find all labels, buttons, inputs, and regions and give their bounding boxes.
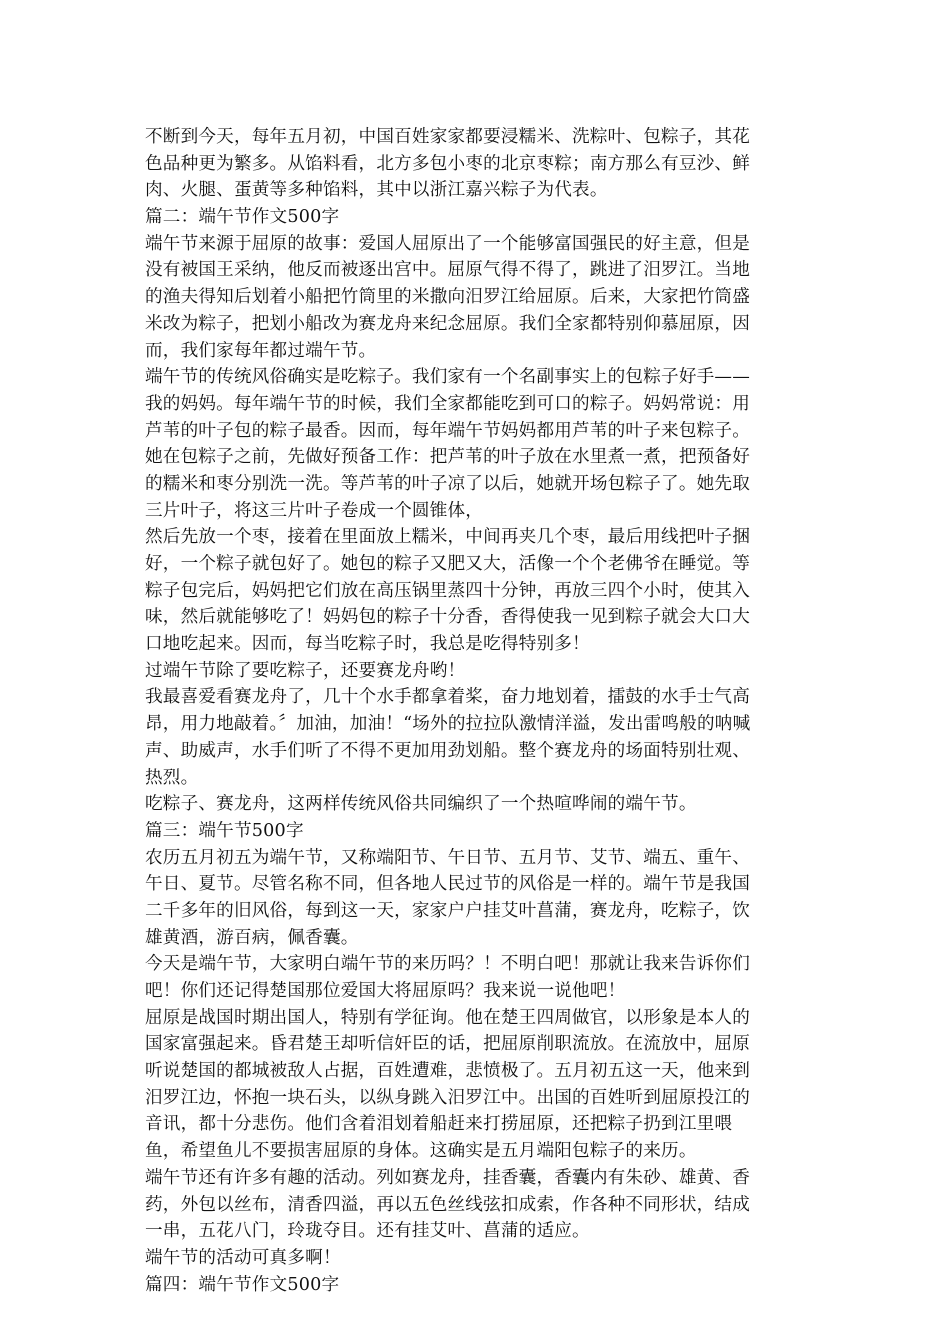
text-line: 米改为粽子，把划小船改为赛龙舟来纪念屈原。我们全家都特别仰慕屈原，因 bbox=[145, 313, 750, 334]
text-line: 屈原是战国时期出国人，特别有学征询。他在楚王四周做官，以形象是本人的 bbox=[145, 1007, 750, 1028]
text-line: 而，我们家每年都过端午节。 bbox=[145, 340, 377, 361]
text-line: 的糯米和枣分别洗一洗。等芦苇的叶子凉了以后，她就开场包粽子了。她先取 bbox=[145, 473, 750, 494]
text-line: 我最喜爱看赛龙舟了，几十个水手都拿着桨，奋力地划着，擂鼓的水手士气高 bbox=[145, 687, 750, 708]
text-line: 的渔夫得知后划着小船把竹筒里的米撒向汨罗江给屈原。后来，大家把竹筒盛 bbox=[145, 287, 750, 308]
text-line: 听说楚国的都城被敌人占据，百姓遭难，悲愤极了。五月初五这一天，他来到 bbox=[145, 1061, 750, 1082]
text-line: 国家富强起来。昏君楚王却听信奸臣的话，把屈原削职流放。在流放中，屈原 bbox=[145, 1034, 750, 1055]
text-line: 不断到今天，每年五月初，中国百姓家家都要浸糯米、洗粽叶、包粽子，其花 bbox=[145, 127, 750, 147]
text-line: 端午节的传统风俗确实是吃粽子。我们家有一个名副事实上的包粽子好手—— bbox=[145, 367, 750, 388]
text-line: 芦苇的叶子包的粽子最香。因而，每年端午节妈妈都用芦苇的叶子来包粽子。 bbox=[145, 420, 750, 441]
text-line: 农历五月初五为端午节，又称端阳节、午日节、五月节、艾节、端五、重午、 bbox=[145, 847, 750, 868]
text-line: 二千多年的旧风俗，每到这一天，家家户户挂艾叶菖蒲，赛龙舟，吃粽子，饮 bbox=[145, 900, 750, 921]
text-line: 药，外包以丝布，清香四溢，再以五色丝线弦扣成索，作各种不同形状，结成 bbox=[145, 1194, 750, 1215]
text-line: 午日、夏节。尽管名称不同，但各地人民过节的风俗是一样的。端午节是我国 bbox=[145, 874, 750, 895]
text-line: 音讯，都十分悲伤。他们含着泪划着船赶来打捞屈原，还把粽子扔到江里喂 bbox=[145, 1114, 733, 1135]
text-line: 味，然后就能够吃了！妈妈包的粽子十分香，香得使我一见到粽子就会大口大 bbox=[145, 607, 750, 628]
text-line: 鱼，希望鱼儿不要损害屈原的身体。这确实是五月端阳包粽子的来历。 bbox=[145, 1141, 697, 1162]
text-line: 昂，用力地敲着。〞加油，加油！“场外的拉拉队激情洋溢，发出雷鸣般的呐喊 bbox=[145, 714, 751, 735]
text-line: 口地吃起来。因而，每当吃粽子时，我总是吃得特别多！ bbox=[145, 634, 590, 655]
text-line: 她在包粽子之前，先做好预备工作：把芦苇的叶子放在水里煮一煮，把预备好 bbox=[145, 447, 750, 468]
text-line: 我的妈妈。每年端午节的时候，我们全家都能吃到可口的粽子。妈妈常说：用 bbox=[145, 393, 750, 414]
text-line: 吃粽子、赛龙舟，这两样传统风俗共同编织了一个热喧哗闹的端午节。 bbox=[145, 794, 697, 815]
text-line: 好，一个粽子就包好了。她包的粽子又肥又大，活像一个个老佛爷在睡觉。等 bbox=[145, 554, 750, 574]
text-line: 热烈。 bbox=[145, 767, 199, 788]
text-line: 汨罗江边，怀抱一块石头，以纵身跳入汨罗江中。出国的百姓听到屈原投江的 bbox=[145, 1087, 750, 1108]
section-heading: 篇三：端午节500字 bbox=[145, 820, 304, 841]
text-line: 三片叶子，将这三片叶子卷成一个圆锥体， bbox=[145, 500, 484, 521]
section-heading: 篇四：端午节作文500字 bbox=[145, 1274, 340, 1295]
text-line: 雄黄酒，游百病，佩香囊。 bbox=[145, 927, 359, 948]
text-line: 端午节来源于屈原的故事：爱国人屈原出了一个能够富国强民的好主意，但是 bbox=[145, 233, 750, 254]
text-line: 端午节的活动可真多啊！ bbox=[145, 1247, 341, 1268]
text-line: 没有被国王采纳，他反而被逐出宫中。屈原气得不得了，跳进了汨罗江。当地 bbox=[145, 260, 750, 281]
text-line: 肉、火腿、蛋黄等多种馅料，其中以浙江嘉兴粽子为代表。 bbox=[145, 180, 608, 201]
text-line: 色品种更为繁多。从馅料看，北方多包小枣的北京枣粽；南方那么有豆沙、鲜 bbox=[145, 153, 750, 174]
section-heading: 篇二：端午节作文500字 bbox=[145, 207, 340, 228]
text-line: 一串，五花八门，玲珑夺目。还有挂艾叶、菖蒲的适应。 bbox=[145, 1221, 590, 1242]
text-line: 吧！你们还记得楚国那位爱国大将屈原吗？我来说一说他吧！ bbox=[145, 981, 626, 1001]
text-line: 端午节还有许多有趣的活动。列如赛龙舟，挂香囊，香囊内有朱砂、雄黄、香 bbox=[145, 1167, 750, 1188]
text-line: 声、助威声，水手们听了不得不更加用劲划船。整个赛龙舟的场面特别壮观、 bbox=[145, 740, 750, 761]
document-body bbox=[145, 124, 810, 1298]
text-line: 今天是端午节，大家明白端午节的来历吗？！不明白吧！那就让我来告诉你们 bbox=[145, 954, 750, 975]
text-line: 然后先放一个枣，接着在里面放上糯米，中间再夹几个枣，最后用线把叶子捆 bbox=[145, 527, 750, 548]
text-line: 过端午节除了要吃粽子，还要赛龙舟哟！ bbox=[145, 660, 466, 681]
text-line: 粽子包完后，妈妈把它们放在高压锅里蒸四十分钟，再放三四个小时，使其入 bbox=[145, 580, 750, 601]
